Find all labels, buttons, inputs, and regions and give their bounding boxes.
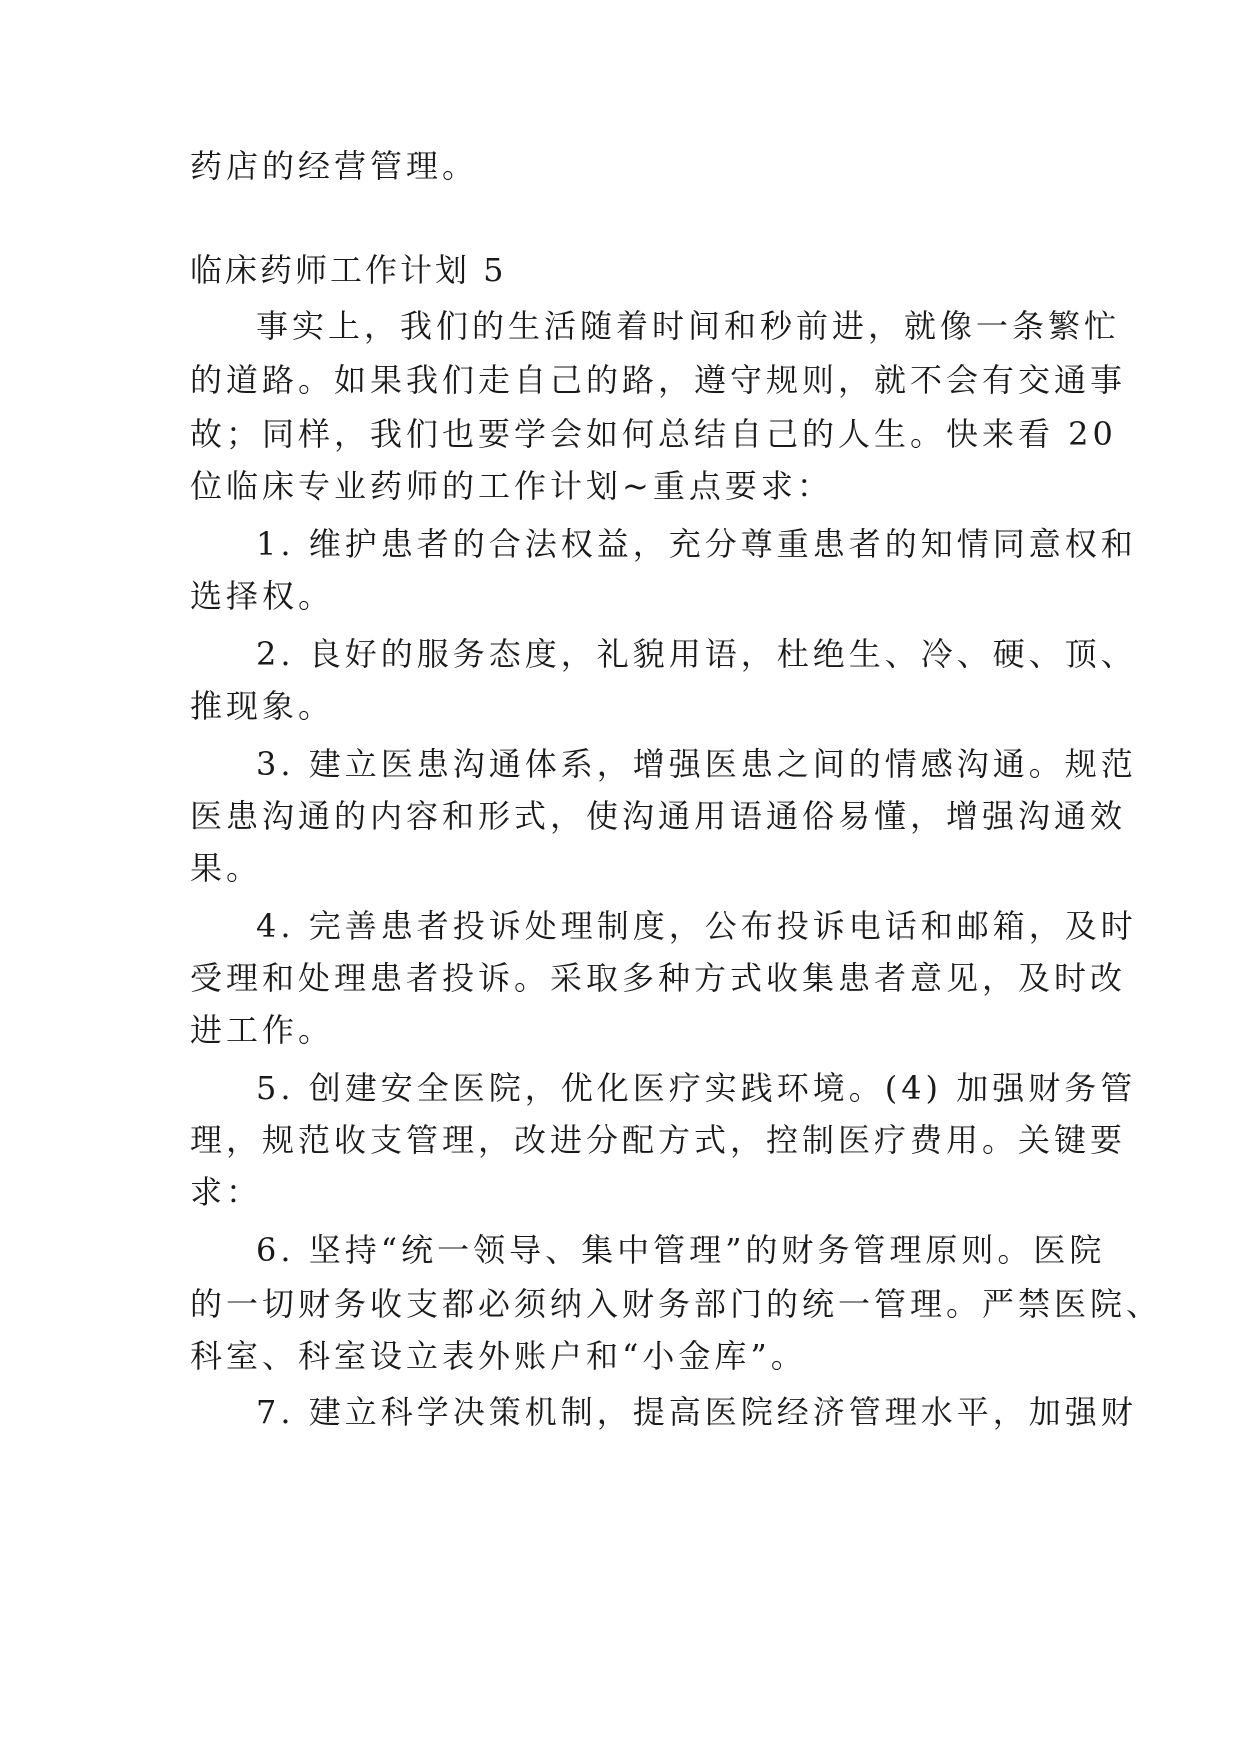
- paragraph-line: 事实上，我们的生活随着时间和秒前进，就像一条繁忙: [256, 307, 1121, 345]
- paragraph-line: 的道路。如果我们走自己的路，遵守规则，就不会有交通事: [190, 361, 1127, 399]
- list-item-line: 6. 坚持“统一领导、集中管理”的财务管理原则。医院: [256, 1231, 1106, 1269]
- list-item-line: 进工作。: [190, 1011, 335, 1049]
- list-item-line: 科室、科室设立表外账户和“小金库”。: [190, 1337, 807, 1375]
- continuation-line: 药店的经营管理。: [190, 147, 479, 185]
- list-item-line: 求：: [190, 1173, 263, 1211]
- list-item-line: 2. 良好的服务态度，礼貌用语，杜绝生、冷、硬、顶、: [256, 635, 1137, 673]
- list-item-line: 选择权。: [190, 577, 335, 615]
- list-item-line: 4. 完善患者投诉处理制度，公布投诉电话和邮箱，及时: [256, 907, 1137, 945]
- list-item-line: 果。: [190, 849, 263, 887]
- list-item-line: 5. 创建安全医院，优化医疗实践环境。(4) 加强财务管: [256, 1069, 1137, 1107]
- paragraph-line: 故；同样，我们也要学会如何总结自己的人生。快来看 20: [190, 415, 1117, 453]
- list-item-line: 医患沟通的内容和形式，使沟通用语通俗易懂，增强沟通效: [190, 797, 1127, 835]
- list-item-line: 7. 建立科学决策机制，提高医院经济管理水平，加强财: [256, 1393, 1137, 1431]
- list-item-line: 受理和处理患者投诉。采取多种方式收集患者意见，及时改: [190, 959, 1127, 997]
- list-item-line: 1. 维护患者的合法权益，充分尊重患者的知情同意权和: [256, 525, 1137, 563]
- list-item-line: 3. 建立医患沟通体系，增强医患之间的情感沟通。规范: [256, 745, 1137, 783]
- paragraph-line: 位临床专业药师的工作计划~重点要求：: [190, 467, 833, 505]
- list-item-line: 理，规范收支管理，改进分配方式，控制医疗费用。关键要: [190, 1121, 1127, 1159]
- section-heading: 临床药师工作计划 5: [190, 251, 507, 289]
- list-item-line: 的一切财务收支都必须纳入财务部门的统一管理。严禁医院、: [190, 1285, 1163, 1323]
- list-item-line: 推现象。: [190, 687, 335, 725]
